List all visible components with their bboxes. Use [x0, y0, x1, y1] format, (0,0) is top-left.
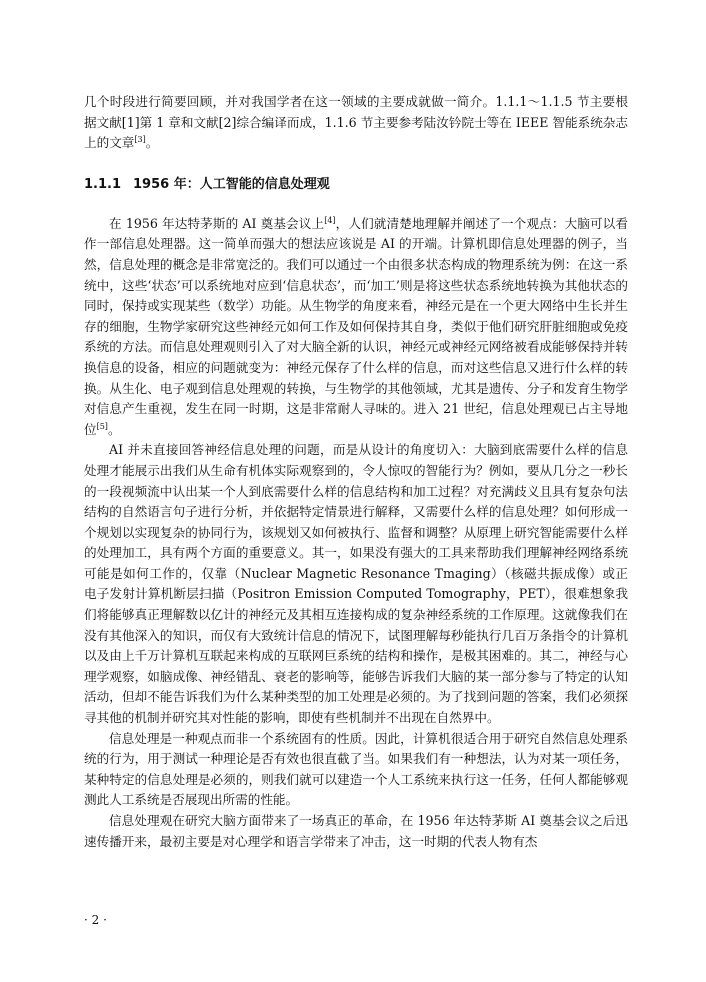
intro-text: 几个时段进行简要回顾，并对我国学者在这一领域的主要成就做一简介。1.1.1～1.1.5 节主要根据文献[1]第 1 章和文献[2]综合编译而成，1.1.6 节主要参考陆汝钤院士等在 IEEE 智能系统杂志上的文章	[84, 94, 628, 151]
paragraph-1-text-b: ，人们就清楚地理解并阐述了一个观点：大脑可以看作一部信息处理器。这一简单而强大的想法应该说是 AI 的开端。计算机即信息处理器的例子，当然，信息处理的概念是非常宽泛的。我们可以通过一个由很多状态构成的物理系统为例：在这一系统中，这些‘状态’可以系统地对应到‘信息状态’，而‘加工’则是将这些状态系统地转换为其他状态的同时，保持或实现某些（数学）功能。从生物学的角度来看，神经元是在一个更大网络中生长并生存的细胞，生物学家研究这些神经元如何工作及如何保持其自身，类似于他们研究肝脏细胞或免疫系统的方法。而信息处理观则引入了对大脑全新的认识，神经元或神经元网络被看成能够保持并转换信息的设备，相应的问题就变为：神经元保存了什么样的信息，而对这些信息又进行什么样的转换。从生化、电子观到信息处理观的转换，与生物学的其他领域，尤其是遗传、分子和发育生物学对信息产生重视，发生在同一时期，这是非常耐人寻味的。进入 21 世纪，信息处理观已占主导地位	[84, 215, 628, 437]
paragraph-1	[84, 214, 628, 441]
intro-paragraph	[84, 92, 628, 154]
intro-tail: 。	[145, 135, 159, 151]
citation-4: [4]	[324, 215, 336, 225]
page-body	[84, 92, 628, 852]
section-number: 1.1.1	[84, 176, 122, 192]
citation-3: [3]	[134, 135, 146, 144]
paragraph-1-text-c: 。	[107, 421, 121, 437]
section-heading	[84, 175, 628, 195]
paragraph-3: 信息处理是一种观点而非一个系统固有的性质。因此，计算机很适合用于研究自然信息处理系统的行为，用于测试一种理论是否有效也很直截了当。如果我们有一种想法，认为对某一项任务，某种特定的信息处理是必须的，则我们就可以建造一个人工系统来执行这一任务，任何人都能够观测此人工系统是否展现出所需的性能。	[84, 730, 628, 808]
paragraph-2: AI 并未直接回答神经信息处理的问题，而是从设计的角度切入：大脑到底需要什么样的信息处理才能展示出我们从生命有机体实际观察到的，令人惊叹的智能行为？例如，要从几分之一秒长的一段视频流中认出某一个人到底需要什么样的信息结构和加工过程？对充满歧义且具有复杂句法结构的自然语言句子进行分析，并依据特定情景进行解释，又需要什么样的信息处理？如何形成一个规划以实现复杂的协同行为，该规划又如何被执行、监督和调整？从原理上研究智能需要什么样的处理加工，具有两个方面的重要意义。其一，如果没有强大的工具来帮助我们理解神经网络系统可能是如何工作的，仅靠（Nuclear Magnetic Resonance Tmaging）（核磁共振成像）或正电子发射计算机断层扫描（Positron Emission Computed Tomography，PET），很难想象我们将能够真正理解数以亿计的神经元及其相互连接构成的复杂神经系统的工作原理。这就像我们在没有其他深入的知识，而仅有大致统计信息的情况下，试图理解每秒能执行几百万条指令的计算机以及由上千万计算机互联起来构成的互联网巨系统的结构和操作，是极其困难的。其二，神经与心理学观察，如脑成像、神经错乱、衰老的影响等，能够告诉我们大脑的某一部分参与了特定的认知活动，但却不能告诉我们为什么某种类型的加工处理是必须的。为了找到问题的答案，我们必须探寻其他的机制并研究其对性能的影响，即使有些机制并不出现在自然界中。	[84, 442, 628, 726]
page-number: · 2 ·	[84, 913, 107, 927]
paragraph-4: 信息处理观在研究大脑方面带来了一场真正的革命，在 1956 年达特茅斯 AI 奠基会议之后迅速传播开来，最初主要是对心理学和语言学带来了冲击，这一时期的代表人物有杰	[84, 813, 628, 849]
citation-5: [5]	[96, 421, 108, 431]
paragraph-1-text-a: 在 1956 年达特茅斯的 AI 奠基会议上	[109, 215, 325, 231]
section-title: 1956 年：人工智能的信息处理观	[133, 176, 330, 192]
